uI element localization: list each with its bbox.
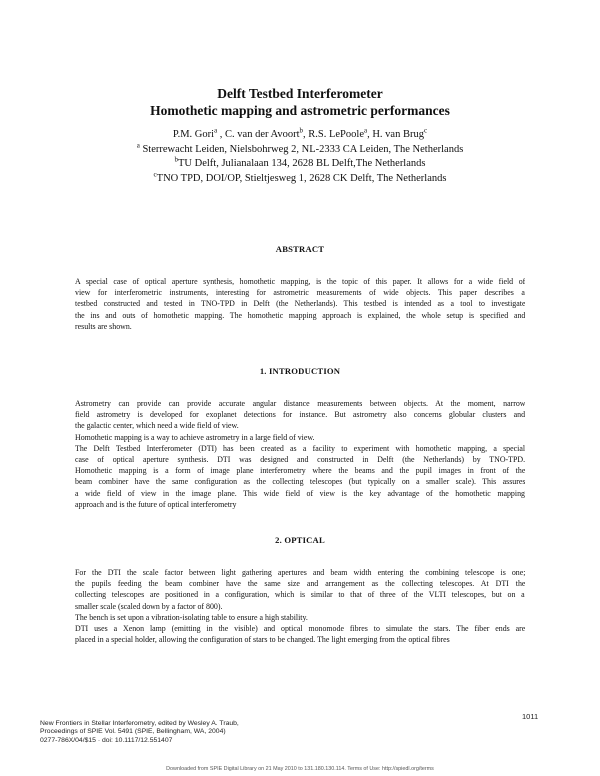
text-line: beam combiner have the same configuration as the collecting telescopes (but typically on a smaller scale). This assures xyxy=(75,477,525,487)
text-line: the pupils feeding the beam combiner have the same size and arrangement as the collecting telescopes. At DTI the xyxy=(75,579,525,589)
author-affiliation-mark: c xyxy=(423,126,428,135)
text-line: results are shown. xyxy=(75,321,132,331)
paper-title-line-1: Delft Testbed Interferometer xyxy=(217,86,383,101)
text-line: The Delft Testbed Interferometer (DTI) has been created as a facility to experiment with homothetic mapping, a special xyxy=(75,443,525,453)
text-line: DTI uses a Xenon lamp (emitting in the visible) and optical monomode fibres to simulate the stars. The fiber ends are xyxy=(75,624,525,634)
optical-heading: 2. OPTICAL xyxy=(275,535,325,545)
text-line: case of optical aperture synthesis. DTI was designed and constructed in Delft (the Netherlands) by TNO-TPD. xyxy=(75,455,525,465)
affiliation-line xyxy=(0,143,600,158)
author-name: C. van der Avoort xyxy=(225,129,300,140)
text-line: The bench is set upon a vibration-isolating table to ensure a high stability. xyxy=(75,612,308,622)
text-line: smaller scale (scaled down by a factor of 800). xyxy=(75,601,223,611)
author-name: H. van Brug xyxy=(372,129,424,140)
author-block xyxy=(0,128,600,186)
abstract-heading: ABSTRACT xyxy=(275,244,325,254)
footer-line: New Frontiers in Stellar Interferometry, edited by Wesley A. Traub, xyxy=(40,720,239,727)
footer-line: Proceedings of SPIE Vol. 5491 (SPIE, Bellingham, WA, 2004) xyxy=(40,728,226,736)
text-line: Astrometry can provide can provide accurate angular distance measurements between objects. At the moment, narrow xyxy=(75,399,525,408)
affiliation-list xyxy=(0,143,600,187)
text-line: Homothetic mapping is a way to achieve astrometry in a large field of view. xyxy=(75,432,315,442)
text-line: testbed constructed and tested in TNO-TPD in Delft (the Netherlands). This testbed is intended as a tool to investigate xyxy=(75,299,525,309)
page-number: 1011 xyxy=(522,712,539,721)
affiliation-mark: c xyxy=(153,170,157,178)
author-name: R.S. LePoole xyxy=(308,129,364,140)
text-line: collecting telescopes are positioned in a configuration, which is similar to that of three of the VLTI telescopes, but on a xyxy=(75,590,525,600)
text-line: field astrometry is developed for exoplanet detections for instance. But astrometry also concerns globular clusters and xyxy=(75,410,525,420)
text-line: a wide field of view in the image plane. This wide field of view is the key advantage of the homothetic mapping xyxy=(75,488,525,498)
introduction-text xyxy=(75,398,525,510)
download-notice: Downloaded from SPIE Digital Library on 21 May 2010 to 131.180.130.114. Terms of Use: http://spiedl.org/terms xyxy=(166,766,434,772)
abstract-text xyxy=(75,276,525,332)
text-line: approach and is the future of optical interferometry xyxy=(75,499,237,509)
affiliation-mark: a xyxy=(136,141,140,149)
text-line: placed in a special holder, allowing the configuration of stars to be changed. The light emerging from the optical fibres xyxy=(75,635,450,645)
optical-text xyxy=(75,567,525,645)
affiliation-line xyxy=(0,157,600,172)
paper-title-line-2: Homothetic mapping and astrometric performances xyxy=(150,103,450,118)
publication-footer xyxy=(40,720,360,745)
text-line: view for interferometric instruments, interesting for astrometric measurements of wide objects. This paper describes a xyxy=(75,288,525,298)
footer-line: 0277-786X/04/$15 · doi: 10.1117/12.551407 xyxy=(40,736,173,744)
author-name: P.M. Gori xyxy=(172,129,215,140)
author-list: P.M. Gori$^a$ , C. van der Avoort$^b$, R.S. LePoole$^a$, H. van Brug$^c$ xyxy=(172,126,428,140)
text-line: the ins and outs of homothetic mapping. The homothetic mapping approach is explained, the whole setup is specified and xyxy=(75,310,525,320)
introduction-heading: 1. INTRODUCTION xyxy=(259,366,341,376)
author-affiliation-mark: a xyxy=(214,126,218,135)
author-affiliation-mark: a xyxy=(363,126,368,135)
text-line: the galactic center, which need a wide field of view. xyxy=(75,421,239,431)
affiliation-text: TU Delft, Julianalaan 134, 2628 BL Delft,The Netherlands xyxy=(178,158,426,169)
affiliation-mark: b xyxy=(174,155,179,164)
text-line: Homothetic mapping is a form of image plane interferometry where the beams and the pupil images in front of the xyxy=(75,466,525,476)
text-line: For the DTI the scale factor between light gathering apertures and beam width entering the combining telescope is one; xyxy=(75,568,525,577)
affiliation-text: TNO TPD, DOI/OP, Stieltjesweg 1, 2628 CK Delft, The Netherlands xyxy=(156,172,447,184)
text-line: A special case of optical aperture synthesis, homothetic mapping, is the topic of this paper. It allows for a wide field of xyxy=(75,277,525,286)
affiliation-line xyxy=(0,172,600,187)
author-affiliation-mark: b xyxy=(299,126,304,135)
affiliation-text: Sterrewacht Leiden, Nielsbohrweg 2, NL-2333 CA Leiden, The Netherlands xyxy=(139,143,464,155)
